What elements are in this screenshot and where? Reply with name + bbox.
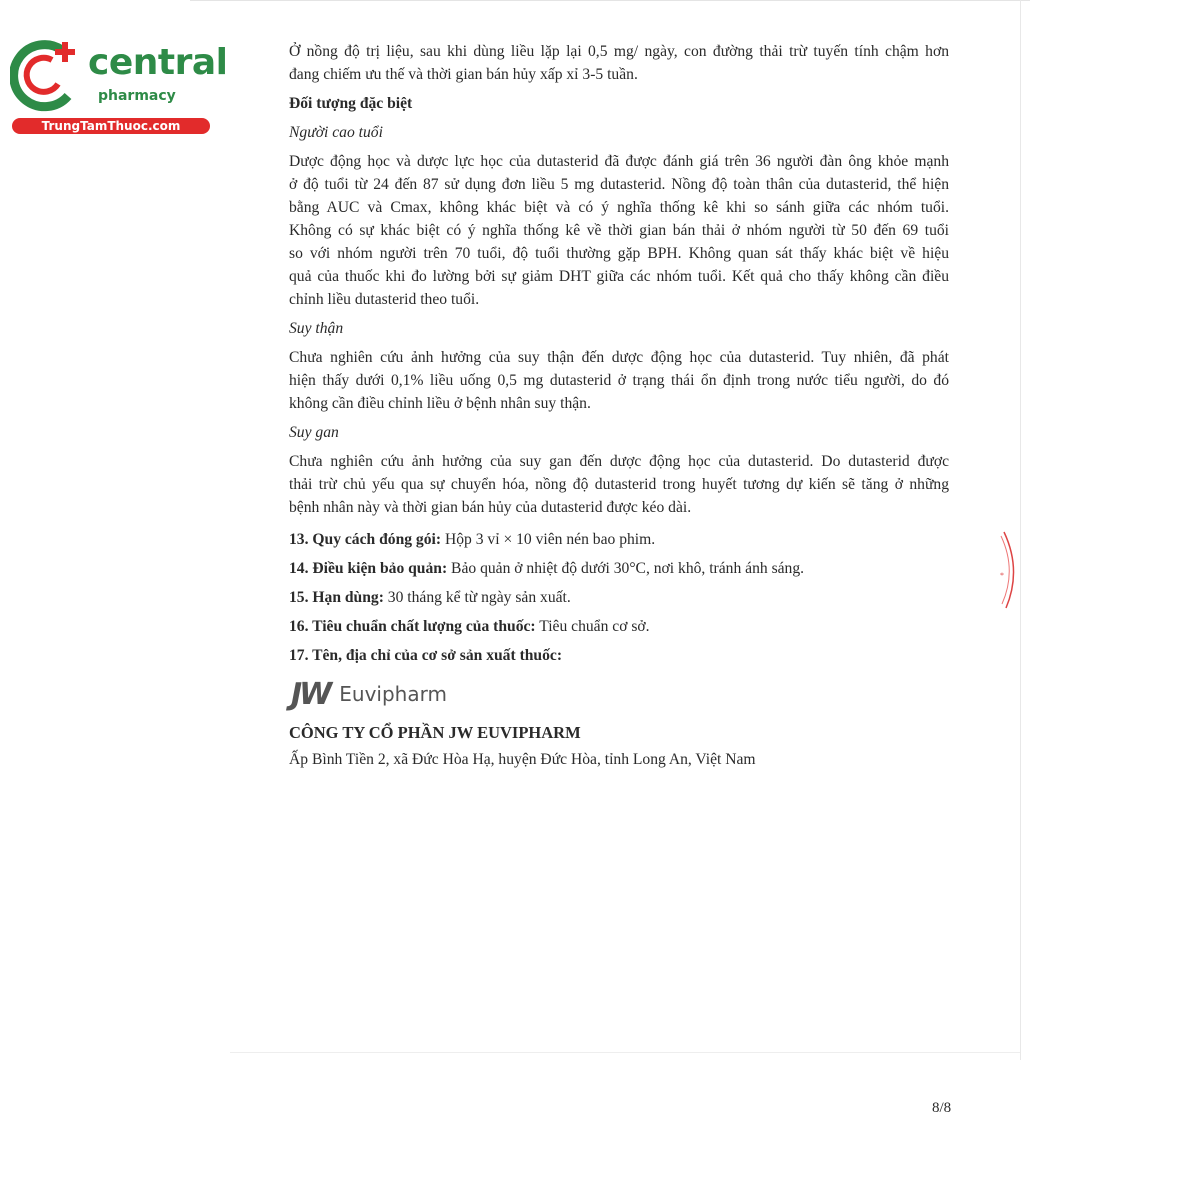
product-info-list (289, 525, 949, 670)
scan-edge-top (190, 0, 1030, 1)
item-value: 30 tháng kể từ ngày sản xuất. (383, 589, 571, 606)
item-label: 14. Điều kiện bảo quản: (289, 560, 448, 577)
red-stamp-edge-icon (996, 530, 1022, 610)
item-label: 17. Tên, địa chỉ của cơ sở sản xuất thuốc: (289, 647, 563, 664)
document-body (289, 40, 949, 771)
text-line: ở độ tuổi từ 24 đến 87 sử dụng đơn liều 5 mg dutasterid. Nồng độ toàn thân của dutasterid, thể hiện (289, 176, 949, 193)
text-line: đang chiếm ưu thế và thời gian bán hủy xấp xỉ 3-5 tuần. (289, 66, 638, 83)
special-populations-heading: Đối tượng đặc biệt (289, 95, 413, 112)
text-line: Chưa nghiên cứu ảnh hưởng của suy gan đến dược động học của dutasterid. Do dutasterid được (289, 453, 949, 470)
item-label: 13. Quy cách đóng gói: (289, 531, 442, 548)
text-line: Chưa nghiên cứu ảnh hưởng của suy thận đến dược động học của dutasterid. Tuy nhiên, đã phát (289, 349, 949, 366)
company-name: CÔNG TY CỔ PHẦN JW EUVIPHARM (289, 723, 581, 742)
logo-mark: JW (291, 676, 330, 712)
company-address: Ấp Bình Tiền 2, xã Đức Hòa Hạ, huyện Đức Hòa, tỉnh Long An, Việt Nam (289, 751, 756, 768)
text-line: bằng AUC và Cmax, không khác biệt và có ý nghĩa thống kê khi so sánh giữa các nhóm tuổi. (289, 199, 949, 216)
text-line: so với nhóm người trên 70 tuổi, độ tuổi thường gặp BPH. Không quan sát thấy khác biệt về hiệu (289, 245, 949, 262)
paragraph-elderly (289, 150, 949, 311)
jw-euvipharm-logo (291, 672, 949, 716)
hepatic-heading: Suy gan (289, 424, 339, 441)
item-value: Bảo quản ở nhiệt độ dưới 30°C, nơi khô, tránh ánh sáng. (447, 560, 805, 577)
item-quality-standard (289, 612, 949, 641)
renal-heading: Suy thận (289, 320, 344, 337)
text-line: Dược động học và dược lực học của dutasterid đã được đánh giá trên 36 người đàn ông khỏe mạnh (289, 153, 949, 170)
text-line: bệnh nhân này và thời gian bán hủy của dutasterid được kéo dài. (289, 499, 692, 516)
text-line: quả của thuốc khi đo lường bởi sự giảm DHT giữa các nhóm tuổi. Kết quả cho thấy không cần điều (289, 268, 949, 285)
logo-url[interactable]: TrungTamThuoc.com (12, 118, 210, 134)
item-label: 16. Tiêu chuẩn chất lượng của thuốc: (289, 618, 536, 635)
text-line: Ở nồng độ trị liệu, sau khi dùng liều lặp lại 0,5 mg/ ngày, con đường thải trừ tuyến tính chậm hơn (289, 43, 949, 60)
text-line: không cần điều chỉnh liều ở bệnh nhân suy thận. (289, 395, 591, 412)
item-label: 15. Hạn dùng: (289, 589, 384, 606)
paragraph-hepatic (289, 450, 949, 519)
logo-sub: pharmacy (98, 88, 176, 104)
svg-text:*: * (1000, 571, 1004, 580)
paragraph-renal (289, 346, 949, 415)
central-pharmacy-logo[interactable] (10, 38, 228, 138)
page-number: 8/8 (932, 1100, 952, 1116)
item-value: Tiêu chuẩn cơ sở. (535, 618, 650, 635)
text-line: chỉnh liều dutasterid theo tuổi. (289, 291, 480, 308)
text-line: Không có sự khác biệt có ý nghĩa thống kê về thời gian bán thải ở nhóm người từ 50 đến 69 tuổi (289, 222, 949, 239)
text-line: thải trừ chủ yếu qua sự chuyển hóa, nồng độ dutasterid trong huyết tương dự kiến sẽ tăng ở những (289, 476, 949, 493)
item-storage (289, 554, 949, 583)
item-packaging (289, 525, 949, 554)
item-manufacturer (289, 641, 949, 670)
elderly-heading: Người cao tuổi (289, 124, 383, 141)
logo-name: Euvipharm (339, 682, 447, 706)
logo-brand: central (88, 42, 228, 83)
item-value: Hộp 3 vỉ × 10 viên nén bao phim. (441, 531, 656, 548)
paragraph-elimination (289, 40, 949, 86)
text-line: hiện thấy dưới 0,1% liều uống 0,5 mg dutasterid ở trạng thái ổn định trong nước tiểu người, do đó (289, 372, 949, 389)
pharmacy-c-cross-icon (10, 38, 90, 113)
scan-edge-bottom (230, 1052, 1020, 1053)
item-shelf-life (289, 583, 949, 612)
